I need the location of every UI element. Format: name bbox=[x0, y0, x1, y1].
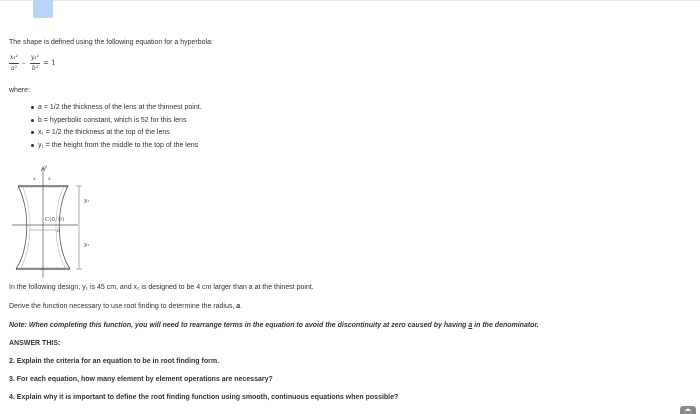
equation-minus: – bbox=[22, 59, 26, 67]
derive-text-period: . bbox=[240, 303, 243, 310]
question-2: 2. Explain the criteria for an equation to be in root finding form. bbox=[9, 358, 220, 365]
note-text-body: Note: When completing this function, you will need to rearrange terms in the equation to avoid the discontinuity at zero caused by having bbox=[9, 322, 469, 329]
lens-left-curve bbox=[16, 186, 27, 269]
answer-heading: ANSWER THIS: bbox=[9, 340, 61, 347]
diagram-label-y1-top: y₁ bbox=[84, 198, 90, 204]
derive-text-body: Derive the function necessary to use root finding to determine the radius, bbox=[9, 303, 237, 310]
note-text-variable: a bbox=[468, 322, 473, 329]
design-text: In the following design, y₁ is 45 cm, and x₁ is designed to be 4 cm larger than a at the thinest point. bbox=[9, 284, 314, 291]
diagram-label-y1-bottom: y₁ bbox=[84, 242, 90, 248]
equation-term2-denominator: b² bbox=[31, 65, 39, 72]
fraction-bar bbox=[9, 63, 19, 64]
equation-rhs: = 1 bbox=[43, 59, 56, 67]
lens-left-inner-curve bbox=[20, 186, 30, 269]
definition-b: b = hyperbolic constant, which is 52 for this lens bbox=[38, 117, 187, 124]
diagram-label-x-right: x bbox=[48, 176, 51, 182]
diagram-label-x-left: x bbox=[33, 176, 36, 182]
bullet bbox=[31, 144, 34, 147]
equation-term1-numerator: x₁² bbox=[9, 54, 19, 61]
note-text-end: in the denominator. bbox=[472, 322, 539, 329]
top-divider bbox=[0, 0, 700, 1]
question-4: 4. Explain why it is important to define the root finding function using smooth, continuous equations when possible? bbox=[9, 394, 399, 401]
lens-right-curve bbox=[59, 186, 70, 269]
bullet bbox=[31, 106, 34, 109]
derive-text bbox=[9, 302, 242, 311]
derive-text-variable: a bbox=[236, 303, 241, 310]
definition-x1: x₁ = 1/2 the thickness at the top of the lens bbox=[38, 129, 170, 136]
lens-diagram bbox=[0, 158, 110, 280]
definition-a: a = 1/2 the thickness of the lens at the thinnest point. bbox=[38, 104, 202, 111]
bullet bbox=[31, 131, 34, 134]
equation-term1-denominator: a² bbox=[11, 65, 17, 72]
scroll-to-top-button[interactable] bbox=[680, 406, 696, 414]
where-label: where: bbox=[9, 87, 31, 94]
diagram-label-a: a bbox=[57, 228, 61, 234]
intro-text: The shape is defined using the following equation for a hyperbola: bbox=[9, 39, 213, 46]
definition-y1: y₁ = the height from the middle to the top of the lens bbox=[38, 142, 199, 149]
question-3: 3. For each equation, how many element by element operations are necessary? bbox=[9, 376, 273, 383]
diagram-label-y: y bbox=[44, 164, 47, 170]
bullet bbox=[31, 119, 34, 122]
diagram-label-center: C(0, 0) bbox=[45, 217, 64, 223]
fraction-bar bbox=[30, 63, 40, 64]
hyperbola-equation bbox=[9, 54, 69, 76]
equation-term2-numerator: y₁² bbox=[30, 54, 40, 61]
note-text bbox=[9, 321, 539, 330]
top-tab-marker bbox=[33, 0, 53, 18]
